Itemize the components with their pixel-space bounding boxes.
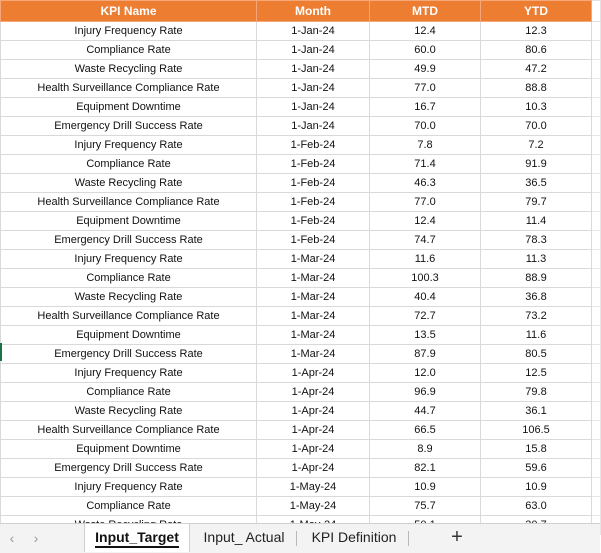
cell-mtd[interactable]: 49.9 xyxy=(370,60,481,79)
cell-kpi-name[interactable]: Injury Frequency Rate xyxy=(1,250,257,269)
tab-divider xyxy=(408,531,409,546)
chevron-left-icon[interactable]: ‹ xyxy=(9,530,15,546)
cell-month[interactable]: 1-Feb-24 xyxy=(257,193,370,212)
cell-ytd[interactable]: 36.1 xyxy=(481,402,592,421)
empty-cell[interactable] xyxy=(592,136,601,155)
empty-cell[interactable] xyxy=(592,326,601,345)
empty-cell[interactable] xyxy=(592,174,601,193)
cell-mtd[interactable]: 66.5 xyxy=(370,421,481,440)
cell-ytd[interactable]: 15.8 xyxy=(481,440,592,459)
table-row xyxy=(1,459,601,478)
cell-ytd[interactable]: 79.7 xyxy=(481,193,592,212)
table-row xyxy=(1,478,601,497)
table-row xyxy=(1,288,601,307)
cell-ytd[interactable]: 73.2 xyxy=(481,307,592,326)
cell-month[interactable]: 1-May-24 xyxy=(257,497,370,516)
cell-kpi-name[interactable]: Waste Recycling Rate xyxy=(1,288,257,307)
tab-label: Input_Target xyxy=(95,529,179,548)
table-row xyxy=(1,60,601,79)
cell-mtd[interactable]: 75.7 xyxy=(370,497,481,516)
cell-kpi-name[interactable]: Injury Frequency Rate xyxy=(1,136,257,155)
cell-ytd[interactable]: 106.5 xyxy=(481,421,592,440)
cell-mtd[interactable]: 100.3 xyxy=(370,269,481,288)
cell-month[interactable]: 1-Feb-24 xyxy=(257,212,370,231)
cell-ytd[interactable]: 79.8 xyxy=(481,383,592,402)
cell-mtd[interactable]: 74.7 xyxy=(370,231,481,250)
table-row xyxy=(1,79,601,98)
cell-mtd[interactable]: 70.0 xyxy=(370,117,481,136)
cell-ytd[interactable]: 91.9 xyxy=(481,155,592,174)
empty-cell[interactable] xyxy=(592,497,601,516)
cell-ytd[interactable]: 59.6 xyxy=(481,459,592,478)
cell-mtd[interactable]: 10.9 xyxy=(370,478,481,497)
cell-kpi-name[interactable]: Equipment Downtime xyxy=(1,326,257,345)
cell-ytd[interactable]: 11.4 xyxy=(481,212,592,231)
cell-ytd[interactable]: 36.8 xyxy=(481,288,592,307)
cell-kpi-name[interactable]: Waste Recycling Rate xyxy=(1,174,257,193)
table-row xyxy=(1,155,601,174)
cell-month[interactable]: 1-Mar-24 xyxy=(257,250,370,269)
table-row xyxy=(1,231,601,250)
tab-label: Input_ Actual xyxy=(203,529,285,545)
cell-kpi-name[interactable]: Equipment Downtime xyxy=(1,98,257,117)
cell-kpi-name[interactable]: Compliance Rate xyxy=(1,41,257,60)
sheet-tab-bar xyxy=(0,523,600,553)
cell-mtd[interactable]: 13.5 xyxy=(370,326,481,345)
cell-month[interactable]: 1-Feb-24 xyxy=(257,136,370,155)
cell-kpi-name[interactable]: Health Surveillance Compliance Rate xyxy=(1,193,257,212)
cell-month[interactable]: 1-Mar-24 xyxy=(257,269,370,288)
cell-mtd[interactable]: 12.4 xyxy=(370,22,481,41)
header-row xyxy=(1,1,601,22)
cell-kpi-name[interactable]: Compliance Rate xyxy=(1,155,257,174)
empty-cell[interactable] xyxy=(592,1,601,22)
cell-mtd[interactable]: 82.1 xyxy=(370,459,481,478)
tab-kpi-definition[interactable] xyxy=(302,524,406,552)
cell-month[interactable]: 1-Mar-24 xyxy=(257,307,370,326)
cell-ytd[interactable]: 88.9 xyxy=(481,269,592,288)
empty-cell[interactable] xyxy=(592,79,601,98)
cell-mtd[interactable]: 87.9 xyxy=(370,345,481,364)
cell-kpi-name[interactable]: Emergency Drill Success Rate xyxy=(1,345,257,364)
empty-cell[interactable] xyxy=(592,364,601,383)
tab-input-target[interactable] xyxy=(84,524,190,552)
cell-ytd[interactable]: 80.6 xyxy=(481,41,592,60)
cell-month[interactable]: 1-Jan-24 xyxy=(257,117,370,136)
cell-ytd[interactable]: 11.6 xyxy=(481,326,592,345)
table-row xyxy=(1,421,601,440)
cell-ytd[interactable]: 70.0 xyxy=(481,117,592,136)
cell-kpi-name[interactable]: Health Surveillance Compliance Rate xyxy=(1,79,257,98)
cell-mtd[interactable]: 77.0 xyxy=(370,193,481,212)
empty-cell[interactable] xyxy=(592,231,601,250)
cell-mtd[interactable]: 77.0 xyxy=(370,79,481,98)
cell-mtd[interactable]: 12.0 xyxy=(370,364,481,383)
cell-month[interactable]: 1-Feb-24 xyxy=(257,174,370,193)
empty-cell[interactable] xyxy=(592,345,601,364)
cell-kpi-name[interactable]: Health Surveillance Compliance Rate xyxy=(1,307,257,326)
cell-month[interactable]: 1-Apr-24 xyxy=(257,459,370,478)
cell-ytd[interactable]: 80.5 xyxy=(481,345,592,364)
cell-month[interactable]: 1-Feb-24 xyxy=(257,231,370,250)
cell-month[interactable]: 1-Mar-24 xyxy=(257,345,370,364)
table-row xyxy=(1,22,601,41)
table-row xyxy=(1,98,601,117)
cell-month[interactable]: 1-Jan-24 xyxy=(257,41,370,60)
empty-cell[interactable] xyxy=(592,155,601,174)
cell-month[interactable]: 1-Feb-24 xyxy=(257,155,370,174)
cell-mtd[interactable]: 8.9 xyxy=(370,440,481,459)
table-row xyxy=(1,117,601,136)
cell-ytd[interactable]: 78.3 xyxy=(481,231,592,250)
cell-month[interactable]: 1-Mar-24 xyxy=(257,326,370,345)
cell-mtd[interactable]: 60.0 xyxy=(370,41,481,60)
table-row xyxy=(1,269,601,288)
cell-kpi-name[interactable]: Injury Frequency Rate xyxy=(1,478,257,497)
cell-ytd[interactable]: 63.0 xyxy=(481,497,592,516)
empty-cell[interactable] xyxy=(592,193,601,212)
header-month[interactable]: Month xyxy=(257,1,370,22)
empty-cell[interactable] xyxy=(592,41,601,60)
cell-ytd[interactable]: 7.2 xyxy=(481,136,592,155)
cell-mtd[interactable]: 16.7 xyxy=(370,98,481,117)
empty-cell[interactable] xyxy=(592,440,601,459)
cell-mtd[interactable]: 12.4 xyxy=(370,212,481,231)
empty-cell[interactable] xyxy=(592,269,601,288)
empty-cell[interactable] xyxy=(592,250,601,269)
header-kpi-name[interactable]: KPI Name xyxy=(1,1,257,22)
cell-month[interactable]: 1-Apr-24 xyxy=(257,383,370,402)
cell-ytd[interactable]: 47.2 xyxy=(481,60,592,79)
cell-ytd[interactable]: 10.3 xyxy=(481,98,592,117)
cell-ytd[interactable]: 11.3 xyxy=(481,250,592,269)
cell-ytd[interactable]: 88.8 xyxy=(481,79,592,98)
cell-month[interactable]: 1-Jan-24 xyxy=(257,98,370,117)
empty-cell[interactable] xyxy=(592,383,601,402)
table-row xyxy=(1,250,601,269)
table-row xyxy=(1,383,601,402)
cell-kpi-name[interactable]: Equipment Downtime xyxy=(1,440,257,459)
table-row xyxy=(1,174,601,193)
cell-kpi-name[interactable]: Compliance Rate xyxy=(1,497,257,516)
empty-cell[interactable] xyxy=(592,307,601,326)
cell-kpi-name[interactable]: Emergency Drill Success Rate xyxy=(1,231,257,250)
header-ytd[interactable]: YTD xyxy=(481,1,592,22)
tab-input-actual[interactable] xyxy=(194,524,294,552)
table-body xyxy=(1,22,601,535)
table-row xyxy=(1,364,601,383)
empty-cell[interactable] xyxy=(592,459,601,478)
cell-month[interactable]: 1-Apr-24 xyxy=(257,364,370,383)
cell-mtd[interactable]: 71.4 xyxy=(370,155,481,174)
table-row xyxy=(1,402,601,421)
tab-divider xyxy=(296,531,297,546)
cell-kpi-name[interactable]: Compliance Rate xyxy=(1,383,257,402)
cell-month[interactable]: 1-Jan-24 xyxy=(257,79,370,98)
cell-month[interactable]: 1-Mar-24 xyxy=(257,288,370,307)
table-row xyxy=(1,136,601,155)
table-row xyxy=(1,497,601,516)
cell-month[interactable]: 1-May-24 xyxy=(257,478,370,497)
cell-kpi-name[interactable]: Health Surveillance Compliance Rate xyxy=(1,421,257,440)
empty-cell[interactable] xyxy=(592,22,601,41)
empty-cell[interactable] xyxy=(592,212,601,231)
cell-mtd[interactable]: 7.8 xyxy=(370,136,481,155)
empty-cell[interactable] xyxy=(592,288,601,307)
cell-mtd[interactable]: 11.6 xyxy=(370,250,481,269)
cell-ytd[interactable]: 10.9 xyxy=(481,478,592,497)
cell-mtd[interactable]: 96.9 xyxy=(370,383,481,402)
cell-kpi-name[interactable]: Injury Frequency Rate xyxy=(1,364,257,383)
active-row-marker xyxy=(0,343,2,361)
empty-cell[interactable] xyxy=(592,478,601,497)
empty-cell[interactable] xyxy=(592,402,601,421)
cell-month[interactable]: 1-Apr-24 xyxy=(257,402,370,421)
empty-cell[interactable] xyxy=(592,117,601,136)
table-row xyxy=(1,41,601,60)
cell-month[interactable]: 1-Jan-24 xyxy=(257,22,370,41)
table-row xyxy=(1,212,601,231)
cell-kpi-name[interactable]: Waste Recycling Rate xyxy=(1,60,257,79)
header-mtd[interactable]: MTD xyxy=(370,1,481,22)
cell-mtd[interactable]: 46.3 xyxy=(370,174,481,193)
empty-cell[interactable] xyxy=(592,421,601,440)
tab-label: KPI Definition xyxy=(311,529,397,545)
cell-ytd[interactable]: 36.5 xyxy=(481,174,592,193)
cell-month[interactable]: 1-Jan-24 xyxy=(257,60,370,79)
empty-cell[interactable] xyxy=(592,98,601,117)
cell-mtd[interactable]: 40.4 xyxy=(370,288,481,307)
chevron-right-icon[interactable]: › xyxy=(33,530,39,546)
cell-kpi-name[interactable]: Waste Recycling Rate xyxy=(1,402,257,421)
table-row xyxy=(1,345,601,364)
cell-kpi-name[interactable]: Injury Frequency Rate xyxy=(1,22,257,41)
table-row xyxy=(1,326,601,345)
cell-kpi-name[interactable]: Equipment Downtime xyxy=(1,212,257,231)
empty-cell[interactable] xyxy=(592,60,601,79)
cell-month[interactable]: 1-Apr-24 xyxy=(257,440,370,459)
cell-mtd[interactable]: 72.7 xyxy=(370,307,481,326)
cell-kpi-name[interactable]: Emergency Drill Success Rate xyxy=(1,459,257,478)
cell-mtd[interactable]: 44.7 xyxy=(370,402,481,421)
cell-month[interactable]: 1-Apr-24 xyxy=(257,421,370,440)
table-row xyxy=(1,307,601,326)
cell-kpi-name[interactable]: Emergency Drill Success Rate xyxy=(1,117,257,136)
table-row xyxy=(1,193,601,212)
cell-kpi-name[interactable]: Compliance Rate xyxy=(1,269,257,288)
cell-ytd[interactable]: 12.3 xyxy=(481,22,592,41)
plus-icon[interactable]: + xyxy=(451,526,463,548)
table-row xyxy=(1,440,601,459)
cell-ytd[interactable]: 12.5 xyxy=(481,364,592,383)
